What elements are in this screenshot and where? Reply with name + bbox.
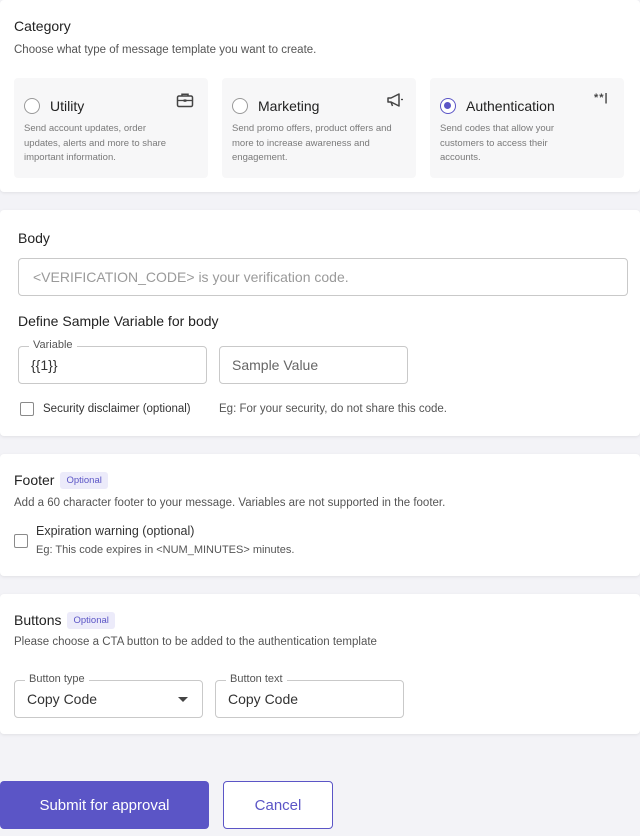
utility-description: Send account updates, order updates, alerts and more to share important information. bbox=[24, 123, 167, 163]
submit-for-approval-button[interactable]: Submit for approval bbox=[0, 781, 209, 829]
variable-legend: Variable bbox=[29, 339, 77, 351]
buttons-optional-badge: Optional bbox=[67, 612, 114, 629]
footer-header bbox=[14, 472, 108, 490]
buttons-card bbox=[0, 594, 640, 734]
security-disclaimer-example: Eg: For your security, do not share this code. bbox=[219, 403, 447, 415]
sample-value-input[interactable] bbox=[219, 346, 408, 384]
category-option-marketing[interactable] bbox=[222, 78, 416, 178]
marketing-description: Send promo offers, product offers and more to increase awareness and engagement. bbox=[232, 123, 392, 163]
megaphone-icon bbox=[386, 92, 404, 112]
expiration-warning-label: Expiration warning (optional) bbox=[36, 524, 195, 538]
expiration-warning-checkbox[interactable] bbox=[14, 534, 28, 548]
password-icon: **| bbox=[594, 92, 609, 104]
buttons-title: Buttons bbox=[14, 612, 62, 628]
button-text-value: Copy Code bbox=[228, 691, 299, 707]
body-placeholder: <VERIFICATION_CODE> is your verification code. bbox=[33, 269, 349, 285]
footer-optional-badge: Optional bbox=[60, 472, 107, 489]
security-disclaimer-label: Security disclaimer (optional) bbox=[43, 403, 191, 415]
variable-field[interactable] bbox=[18, 339, 207, 384]
utility-radio[interactable] bbox=[24, 98, 40, 114]
sample-variable-title: Define Sample Variable for body bbox=[18, 313, 219, 329]
button-text-input[interactable] bbox=[215, 673, 404, 718]
chevron-down-icon[interactable] bbox=[178, 697, 188, 702]
category-option-utility[interactable] bbox=[14, 78, 208, 178]
button-type-select[interactable] bbox=[14, 673, 203, 718]
marketing-radio[interactable] bbox=[232, 98, 248, 114]
body-title: Body bbox=[18, 230, 50, 246]
expiration-warning-example: Eg: This code expires in <NUM_MINUTES> minutes. bbox=[36, 544, 295, 556]
buttons-subtitle: Please choose a CTA button to be added to the authentication template bbox=[14, 636, 377, 648]
authentication-label: Authentication bbox=[466, 98, 555, 114]
cancel-button[interactable]: Cancel bbox=[223, 781, 333, 829]
buttons-header bbox=[14, 612, 115, 630]
utility-label: Utility bbox=[50, 98, 85, 114]
body-text-input[interactable] bbox=[18, 258, 628, 296]
body-card bbox=[0, 210, 640, 436]
button-text-legend: Button text bbox=[226, 673, 287, 685]
marketing-label: Marketing bbox=[258, 98, 320, 114]
button-type-value: Copy Code bbox=[27, 691, 98, 707]
briefcase-icon bbox=[176, 92, 194, 112]
button-type-legend: Button type bbox=[25, 673, 89, 685]
category-card bbox=[0, 0, 640, 192]
category-subtitle: Choose what type of message template you want to create. bbox=[14, 44, 317, 56]
footer-subtitle: Add a 60 character footer to your message. Variables are not supported in the footer. bbox=[14, 497, 446, 509]
security-disclaimer-checkbox[interactable] bbox=[20, 402, 34, 416]
authentication-description: Send codes that allow your customers to access their accounts. bbox=[440, 123, 555, 163]
sample-value-placeholder: Sample Value bbox=[232, 357, 319, 373]
authentication-radio[interactable] bbox=[440, 98, 456, 114]
footer-title: Footer bbox=[14, 472, 55, 488]
category-title: Category bbox=[14, 18, 71, 34]
footer-card bbox=[0, 454, 640, 576]
variable-value: {{1}} bbox=[31, 357, 58, 373]
category-option-authentication[interactable] bbox=[430, 78, 624, 178]
